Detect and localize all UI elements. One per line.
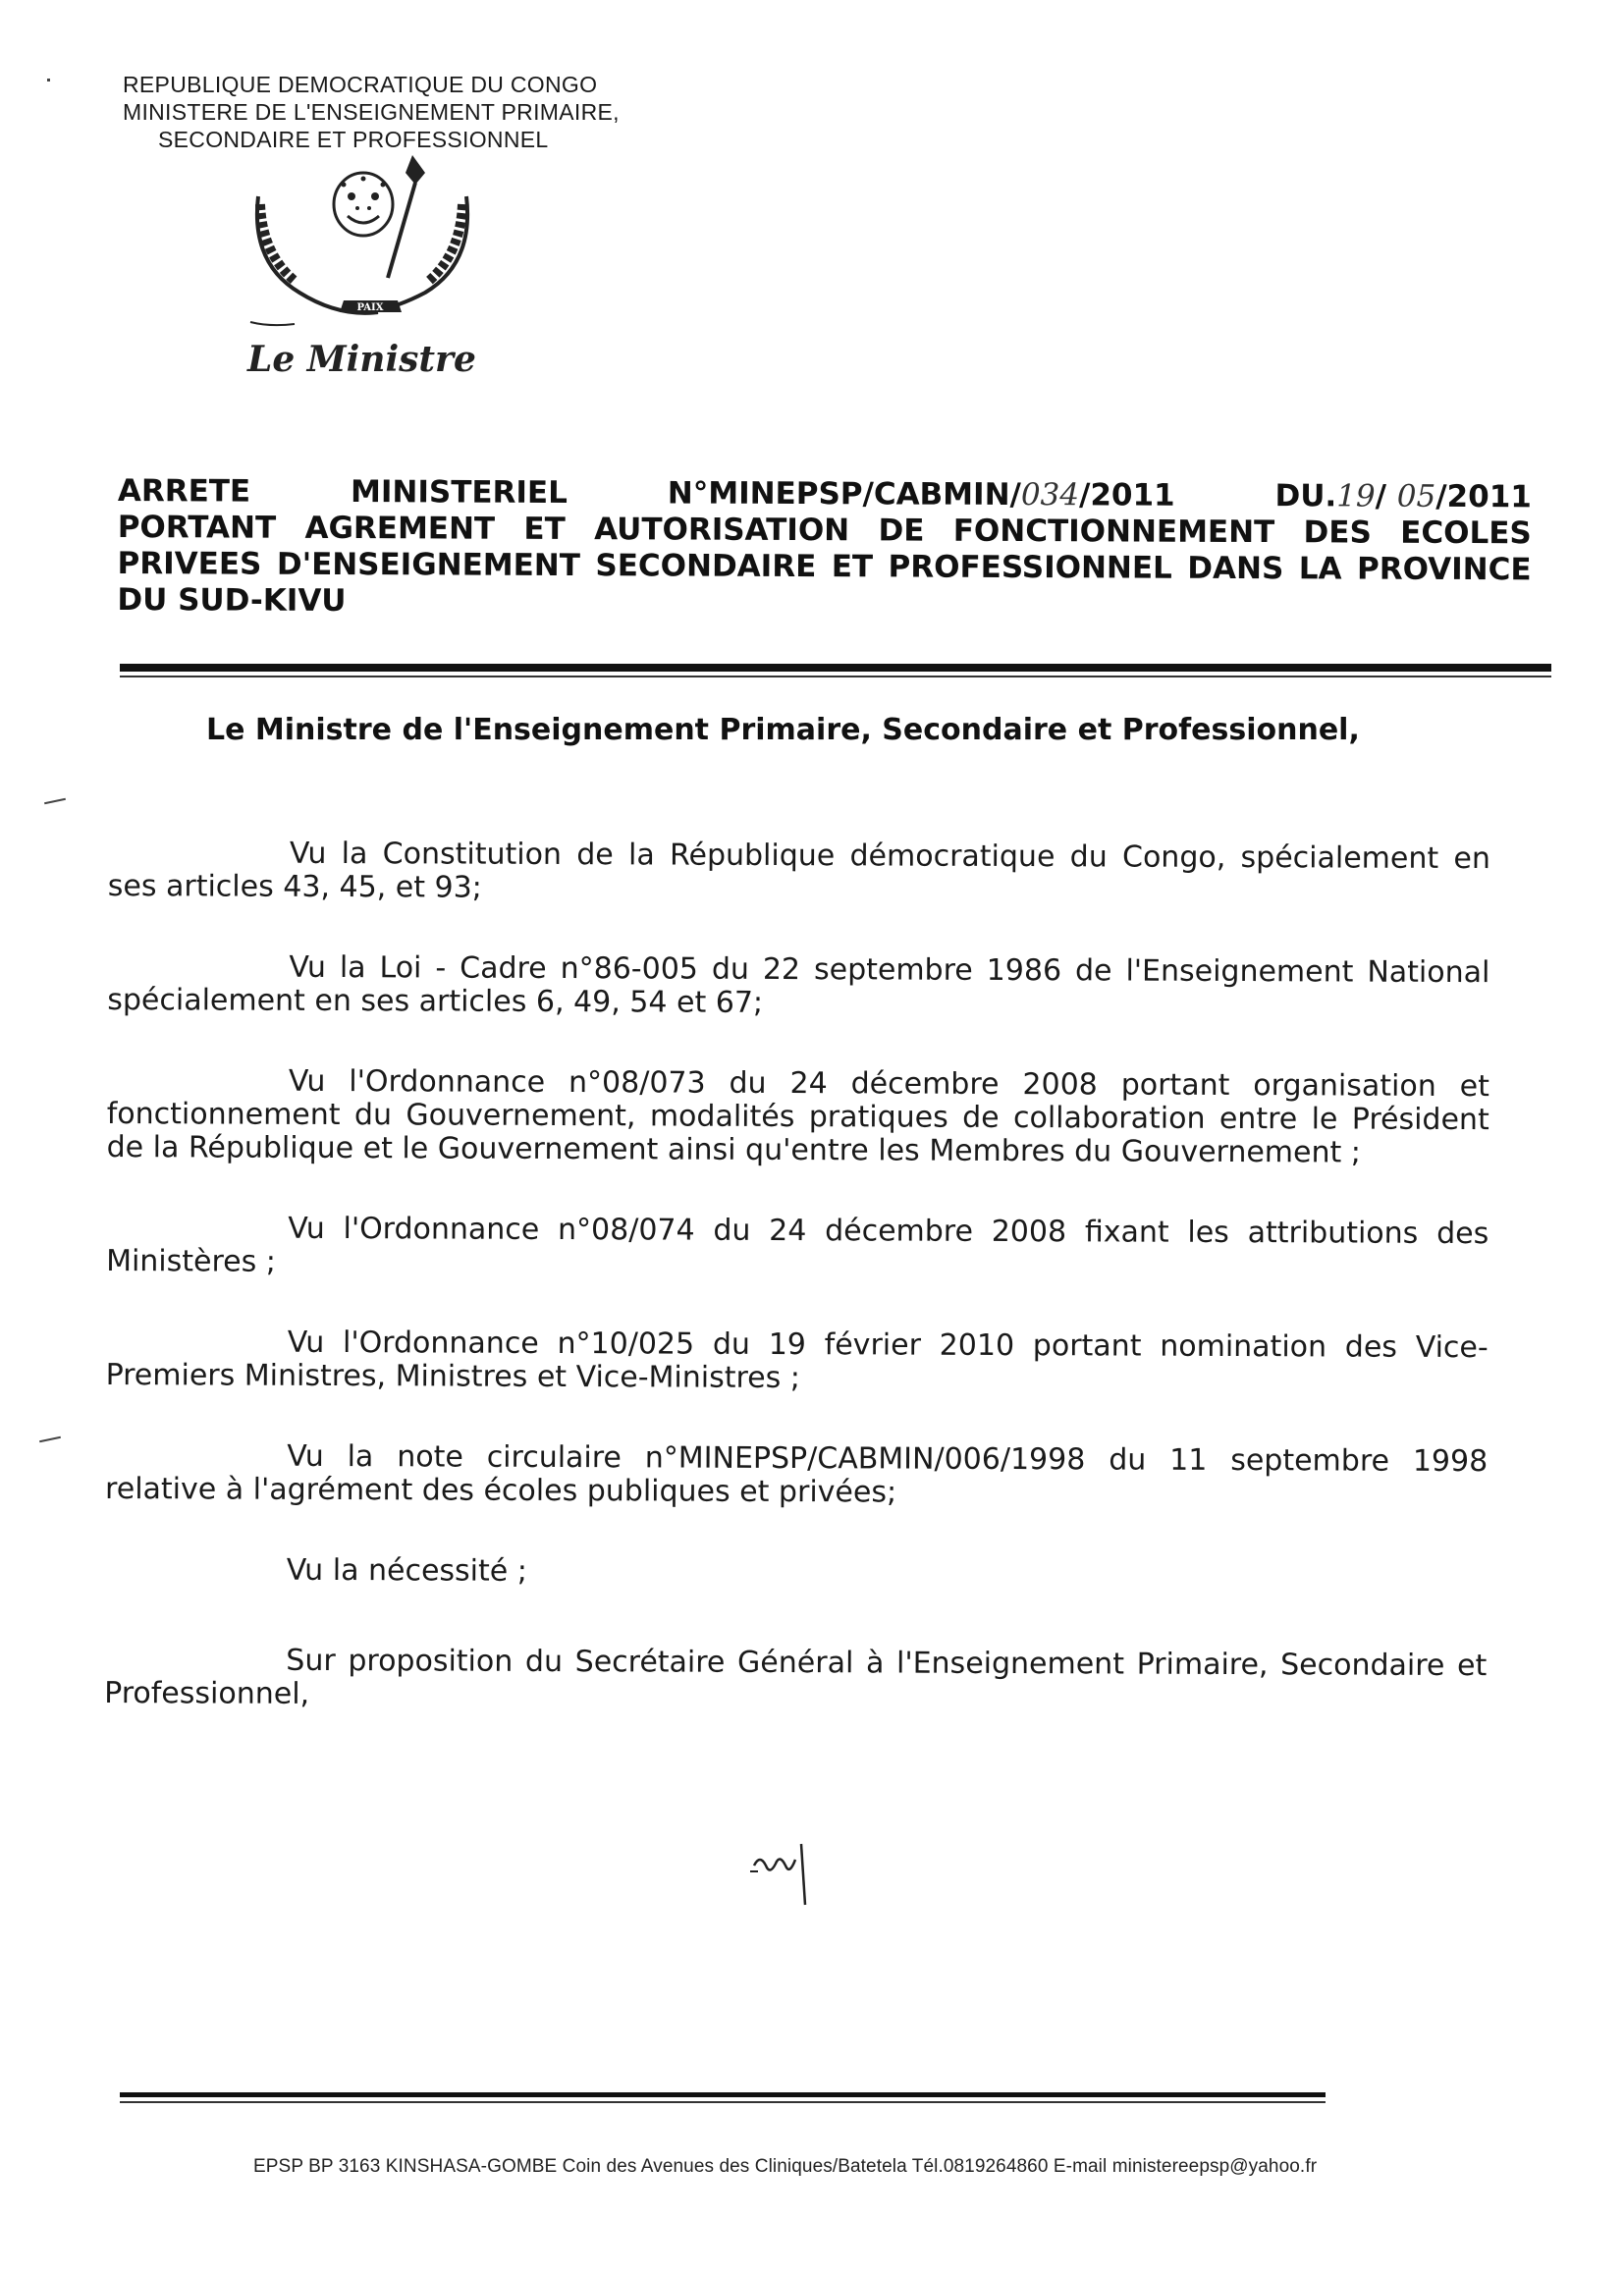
title-number: N°MINEPSP/CABMIN/034/2011	[667, 475, 1175, 514]
letterhead	[123, 71, 712, 153]
letterhead-country: REPUBLIQUE DEMOCRATIQUE DU CONGO	[123, 72, 598, 97]
decree-title-line1	[118, 473, 1532, 515]
footer-divider	[120, 2092, 1326, 2097]
letterhead-ministry-cont: SECONDAIRE ET PROFESSIONNEL	[158, 127, 549, 152]
decree-title-line4: DU SUD-KIVU	[117, 581, 347, 620]
handwritten-date-month: 05	[1396, 478, 1436, 514]
emblem-motto: PAIX	[356, 302, 384, 313]
considerant-constitution: Vu la Constitution de la République démocratique du Congo, spécialement en ses articles 43, 45, et 93;	[107, 836, 1490, 905]
coat-of-arms-icon	[241, 155, 486, 342]
decree-title-line3: PRIVEES D'ENSEIGNEMENT SECONDAIRE ET PROFESSIONNEL DANS LA PROVINCE	[117, 545, 1532, 588]
considerant-proposition: Sur proposition du Secrétaire Général à l'Enseignement Primaire, Secondaire et Professionnel,	[104, 1643, 1488, 1711]
letterhead-ministry: MINISTERE DE L'ENSEIGNEMENT PRIMAIRE,	[123, 99, 620, 125]
handwritten-initials-icon	[746, 1836, 825, 1934]
considerant-ordonnance-08-073: Vu l'Ordonnance n°08/073 du 24 décembre 2008 portant organisation et fonctionnement du Gouvernement, modalités pratiques de collaboration entre le Président de la République et le Gouvernement ainsi qu'entre les Membres du Gouvernement ;	[106, 1063, 1489, 1170]
minister-heading: Le Ministre de l'Enseignement Primaire, Secondaire et Professionnel,	[206, 713, 1360, 747]
scan-mark	[39, 1436, 61, 1443]
considerant-loi-cadre: Vu la Loi - Cadre n°86-005 du 22 septembre 1986 de l'Enseignement National spécialement en ses articles 6, 49, 54 et 67;	[107, 949, 1490, 1020]
handwritten-number: 034	[1020, 477, 1080, 514]
title-divider	[120, 664, 1551, 672]
title-divider-thin	[120, 676, 1551, 677]
footer-divider-thin	[120, 2101, 1326, 2103]
considerant-note-circulaire: Vu la note circulaire n°MINEPSP/CABMIN/006/1998 du 11 septembre 1998 relative à l'agrément des écoles publiques et privées;	[105, 1438, 1489, 1510]
scan-mark	[47, 79, 50, 81]
scan-mark	[44, 798, 66, 805]
minister-signature-label: Le Ministre	[247, 339, 476, 380]
decree-body	[104, 837, 1490, 1763]
decree-title	[117, 473, 1532, 624]
considerant-ordonnance-08-074: Vu l'Ordonnance n°08/074 du 24 décembre 2008 fixant les attributions des Ministères ;	[106, 1211, 1489, 1279]
title-date: DU.19/ 05/2011	[1274, 478, 1532, 515]
decree-title-line2: PORTANT AGREMENT ET AUTORISATION DE FONCTIONNEMENT DES ECOLES	[117, 509, 1532, 552]
footer-contact: EPSP BP 3163 KINSHASA-GOMBE Coin des Avenues des Cliniques/Batetela Tél.0819264860 E-mail ministereepsp@yahoo.fr	[253, 2156, 1318, 2177]
considerant-ordonnance-10-025: Vu l'Ordonnance n°10/025 du 19 février 2010 portant nomination des Vice-Premiers Ministres, Ministres et Vice-Ministres ;	[105, 1325, 1489, 1396]
title-ministeriel: MINISTERIEL	[350, 474, 568, 511]
title-arrete: ARRETE	[117, 473, 251, 510]
handwritten-date-day: 19	[1336, 478, 1376, 514]
considerant-necessite: Vu la nécessité ;	[286, 1552, 527, 1589]
